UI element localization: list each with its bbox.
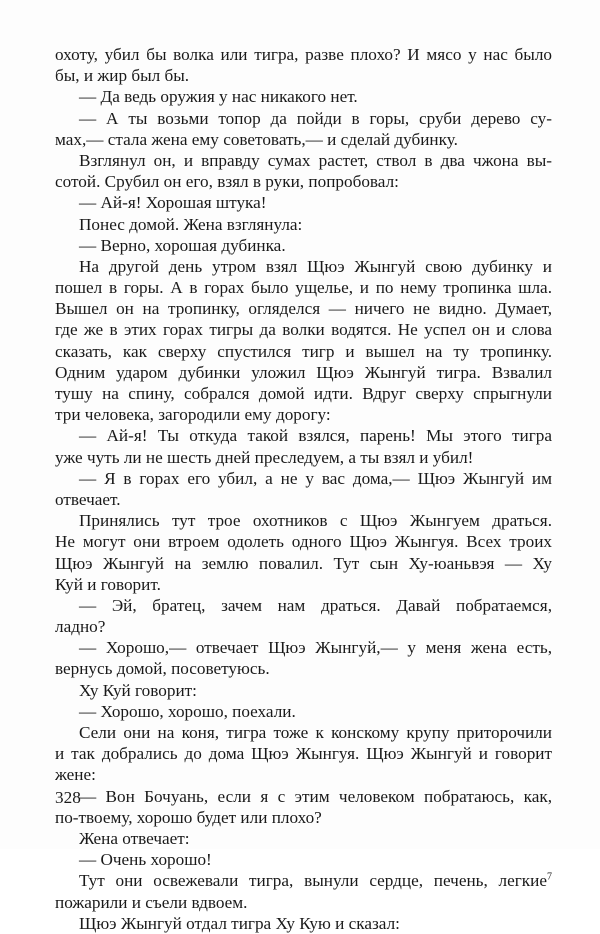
text-line-content: Принялись тут трое охотников с Щюэ Жынгуем драться.: [79, 511, 552, 531]
text-line: [55, 616, 552, 637]
text-line: [55, 129, 552, 150]
text-line-content: и так добрались до дома Щюэ Жынгуя. Щюэ Жынгуй и говорит: [55, 744, 552, 764]
page-text: [55, 44, 552, 934]
text-line-content: пошел в горы. А в горах было ущелье, и по нему тропинка шла.: [55, 278, 552, 298]
text-line-content: — Очень хорошо!: [79, 850, 212, 870]
text-line: [55, 913, 552, 934]
text-line-content: Щюэ Жынгуй отдал тигра Ху Кую и сказал:: [79, 913, 400, 933]
text-line: [55, 786, 552, 807]
text-line: [55, 86, 552, 107]
text-line-content: мах,— стала жена ему советовать,— и сделай дубинку.: [55, 129, 458, 149]
text-line-content: Щюэ Жынгуй на землю повалил. Тут сын Ху-юаньвэя — Ху: [55, 553, 552, 573]
text-line-content: уже чуть ли не шесть дней преследуем, а ты взял и убил!: [55, 447, 474, 467]
text-line: [55, 764, 552, 785]
text-line-content: — Эй, братец, зачем нам драться. Давай побратаемся,: [79, 595, 552, 615]
text-line-content: — Ай-я! Ты откуда такой взялся, парень! Мы этого тигра: [79, 426, 552, 446]
text-line: [55, 425, 552, 446]
text-line: [55, 108, 552, 129]
text-line-content: Взглянул он, и вправду сумах растет, ствол в два чжона вы-: [79, 150, 552, 170]
text-line-content: сотой. Срубил он его, взял в руки, попробовал:: [55, 172, 399, 192]
text-line: [55, 277, 552, 298]
text-line-content: жене:: [55, 765, 96, 785]
text-line-content: Одним ударом дубинки уложил Щюэ Жынгуй тигра. Взвалил: [55, 362, 552, 382]
text-line: [55, 531, 552, 552]
text-line: [55, 256, 552, 277]
text-line: [55, 553, 552, 574]
text-line: [55, 510, 552, 531]
text-line: [55, 595, 552, 616]
text-line-content: охоту, убил бы волка или тигра, разве плохо? И мясо у нас было: [55, 45, 552, 64]
text-line-content: — Я в горах его убил, а не у вас дома,— Щюэ Жынгуй им: [79, 468, 552, 488]
text-line-content: где же в этих горах тигры да волки водятся. Не успел он и слова: [55, 320, 552, 340]
text-line-content: Жена отвечает:: [79, 828, 190, 848]
text-line: [55, 362, 552, 383]
text-line: [55, 468, 552, 489]
text-line: [55, 44, 552, 65]
text-line: [55, 722, 552, 743]
text-line-content: пожарили и съели вдвоем.: [55, 892, 248, 912]
text-line-content: — А ты возьми топор да пойди в горы, сруби дерево су-: [79, 108, 552, 128]
text-line: [55, 828, 552, 849]
text-line-content: — Да ведь оружия у нас никакого нет.: [79, 87, 358, 107]
text-line-content: Вышел он на тропинку, огляделся — ничего не видно. Думает,: [55, 299, 552, 319]
text-line-content: Ху Куй говорит:: [79, 680, 197, 700]
text-line-content: — Хорошо,— отвечает Щюэ Жынгуй,— у меня жена есть,: [79, 638, 552, 658]
page-number: 328: [55, 788, 81, 807]
text-line-content: — Вон Бочуань, если я с этим человеком побратаюсь, как,: [79, 786, 552, 806]
text-line: [55, 743, 552, 764]
text-line-content: Понес домой. Жена взглянула:: [79, 214, 303, 234]
text-line-content: по-твоему, хорошо будет или плохо?: [55, 807, 322, 827]
text-line: [55, 658, 552, 679]
text-line: [55, 65, 552, 86]
text-line-content: Куй и говорит.: [55, 574, 161, 594]
text-line-content: Тут они освежевали тигра, вынули сердце, печень, легкие: [79, 871, 547, 891]
text-line: [55, 870, 552, 891]
text-line: [55, 235, 552, 256]
text-line-content: Сели они на коня, тигра тоже к конскому крупу приторочили: [79, 723, 552, 742]
text-line: [55, 637, 552, 658]
text-line: [55, 150, 552, 171]
text-line: [55, 892, 552, 913]
text-line-content: отвечает.: [55, 489, 121, 509]
text-line: [55, 574, 552, 595]
text-line: [55, 680, 552, 701]
text-line-content: — Хорошо, хорошо, поехали.: [79, 701, 296, 721]
text-line-content: ладно?: [55, 617, 106, 637]
text-line-content: тушу на спину, собрался домой идти. Вдруг сверху спрыгнули: [55, 384, 552, 403]
text-line-content: сказать, как сверху спустился тигр и вышел на ту тропинку.: [55, 341, 552, 361]
text-line: [55, 171, 552, 192]
text-line: [55, 298, 552, 319]
text-line: [55, 383, 552, 404]
text-line-content: Не могут они втроем одолеть одного Щюэ Жынгуя. Всех троих: [55, 532, 552, 552]
text-line-content: бы, и жир был бы.: [55, 66, 190, 86]
text-line: [55, 489, 552, 510]
text-line: [55, 701, 552, 722]
text-line: [55, 447, 552, 468]
footnote-marker: 7: [547, 871, 552, 883]
text-line: [55, 192, 552, 213]
text-line: [55, 404, 552, 425]
text-line-content: три человека, загородили ему дорогу:: [55, 405, 331, 425]
text-line-content: вернусь домой, посоветуюсь.: [55, 659, 270, 679]
text-line: [55, 807, 552, 828]
text-line: [55, 319, 552, 340]
text-line-content: — Верно, хорошая дубинка.: [79, 235, 286, 255]
text-line: [55, 849, 552, 870]
text-line: [55, 341, 552, 362]
text-line-content: На другой день утром взял Щюэ Жынгуй свою дубинку и: [79, 256, 552, 276]
text-line-content: — Ай-я! Хорошая штука!: [79, 193, 267, 213]
text-line: [55, 214, 552, 235]
